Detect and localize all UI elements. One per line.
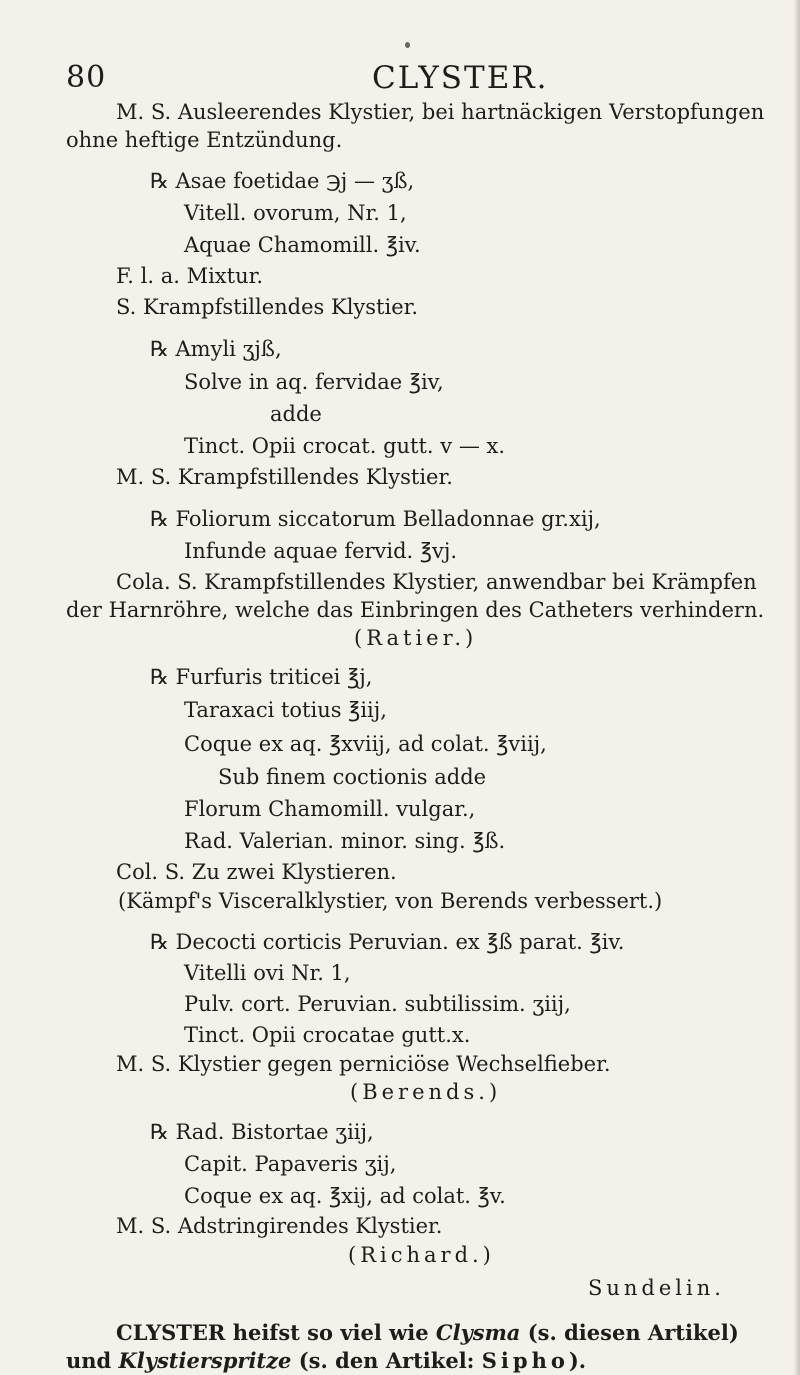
text-line: Tinct. Opii crocatae gutt.x. (184, 1023, 471, 1047)
text-line: Sub finem coctionis adde (218, 765, 487, 789)
text-line: Coque ex aq. ℥xij, ad colat. ℥v. (184, 1184, 506, 1208)
running-title: CLYSTER. (372, 60, 549, 96)
text-line: Aquae Chamomill. ℥iv. (184, 233, 421, 257)
text-line: Cola. S. Krampfstillendes Klystier, anwendbar bei Krämpfen (116, 570, 757, 594)
text-line: M. S. Ausleerendes Klystier, bei hartnäckigen Verstopfungen (116, 100, 765, 124)
article-line: und Klystierspritze (s. den Artikel: Sipho). (66, 1348, 587, 1373)
text-line: ℞ Decocti corticis Peruvian. ex ℥ß parat. ℥iv. (150, 930, 625, 954)
text-line: ℞ Amyli ʒjß, (150, 337, 282, 361)
text-line: Col. S. Zu zwei Klystieren. (116, 860, 397, 884)
article-headword: CLYSTER (116, 1320, 226, 1345)
ink-speck (405, 42, 410, 48)
text-line: der Harnröhre, welche das Einbringen des Catheters verhindern. (66, 598, 765, 622)
text-line: ohne heftige Entzündung. (66, 128, 343, 152)
page-edge-shadow (794, 0, 800, 1375)
text-line: adde (270, 402, 322, 426)
article-line: CLYSTER heifst so viel wie Clysma (s. diesen Artikel) (116, 1320, 739, 1345)
page-number: 80 (66, 60, 107, 95)
text-line: M. S. Adstringirendes Klystier. (116, 1214, 443, 1238)
text-line: Pulv. cort. Peruvian. subtilissim. ʒiij, (184, 992, 571, 1016)
author-citation: (Ratier.) (354, 626, 478, 650)
text-line: ℞ Asae foetidae ℈j — ʒß, (150, 169, 415, 193)
author-citation: (Richard.) (348, 1243, 495, 1267)
text-line: Rad. Valerian. minor. sing. ℥ß. (184, 829, 506, 853)
text-line: Capit. Papaveris ʒij, (184, 1152, 397, 1176)
text-line: Infunde aquae fervid. ℥vj. (184, 539, 458, 563)
text-line: Solve in aq. fervidae ℥iv, (184, 370, 444, 394)
text-line: F. l. a. Mixtur. (116, 264, 264, 288)
text-line: Florum Chamomill. vulgar., (184, 797, 476, 821)
text-line: Tinct. Opii crocat. gutt. v — x. (184, 434, 506, 458)
text-line: (Kämpf's Visceralklystier, von Berends verbessert.) (118, 889, 663, 913)
text-line: Taraxaci totius ℥iij, (184, 698, 387, 722)
text-line: ℞ Foliorum siccatorum Belladonnae gr.xij, (150, 507, 601, 531)
author-citation: (Berends.) (350, 1080, 502, 1104)
text-line: Vitell. ovorum, Nr. 1, (184, 201, 407, 225)
text-line: M. S. Klystier gegen perniciöse Wechselfieber. (116, 1052, 611, 1076)
text-line: S. Krampfstillendes Klystier. (116, 295, 419, 319)
text-line: Vitelli ovi Nr. 1, (184, 961, 351, 985)
text-line: Coque ex aq. ℥xviij, ad colat. ℥viij, (184, 732, 547, 756)
text-line: M. S. Krampfstillendes Klystier. (116, 465, 453, 489)
text-line: ℞ Rad. Bistortae ʒiij, (150, 1120, 374, 1144)
author-signature: Sundelin. (588, 1276, 725, 1300)
text-line: ℞ Furfuris triticei ℥j, (150, 665, 373, 689)
